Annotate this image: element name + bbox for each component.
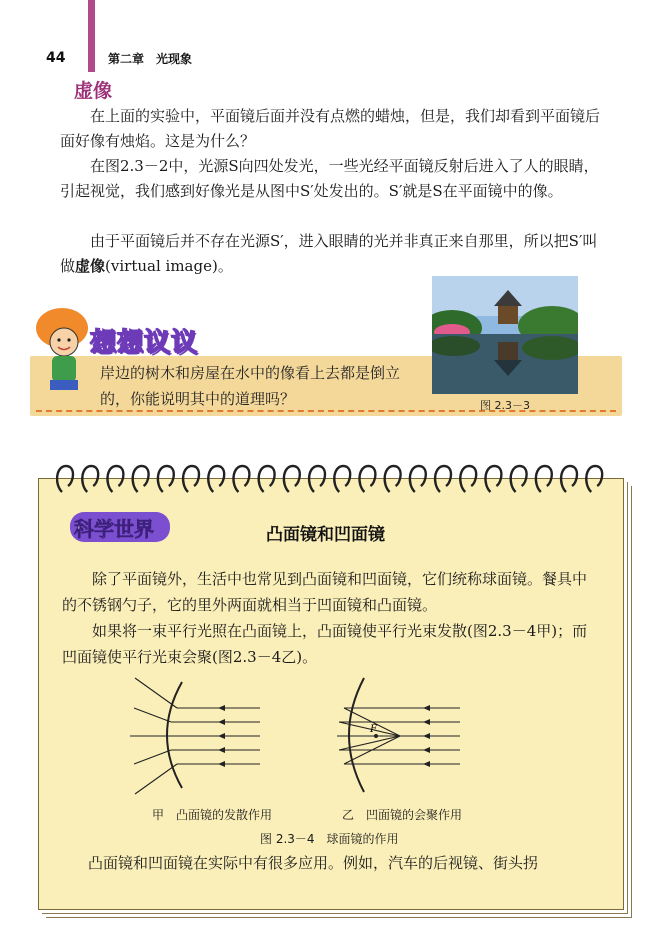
spiral-ring xyxy=(334,466,350,492)
spiral-ring xyxy=(485,466,501,492)
science-badge-label: 科学世界 xyxy=(74,517,154,541)
spiral-ring xyxy=(410,466,426,492)
chapter-title: 第二章 光现象 xyxy=(108,52,193,66)
discussion-title: 想想议议 xyxy=(90,328,199,358)
focus-label: F xyxy=(370,724,377,735)
box-title: 凸面镜和凹面镜 xyxy=(266,525,385,545)
figure-caption: 图 2.3－4 球面镜的作用 xyxy=(260,832,399,846)
spiral-ring xyxy=(233,466,249,492)
section-title: 虚像 xyxy=(74,80,113,102)
spiral-ring xyxy=(183,466,199,492)
spiral-ring xyxy=(511,466,527,492)
spiral-ring xyxy=(385,466,401,492)
chapter-bar xyxy=(88,0,95,72)
photo-caption: 图 2.3－3 xyxy=(480,399,530,412)
spiral-binding-icon xyxy=(56,462,616,496)
discussion-text: 岸边的树木和房屋在水中的像看上去都是倒立的，你能说明其中的道理吗？ xyxy=(100,364,401,408)
concave-label: 乙 凹面镜的会聚作用 xyxy=(342,808,463,822)
term-virtual-image: 虚像 xyxy=(75,257,106,275)
spiral-ring xyxy=(158,466,174,492)
mirror-diagram xyxy=(130,670,550,800)
page-number: 44 xyxy=(46,50,66,66)
spiral-ring xyxy=(82,466,98,492)
spiral-ring xyxy=(561,466,577,492)
spiral-ring xyxy=(57,466,73,492)
spiral-ring xyxy=(586,466,602,492)
paragraph-3 xyxy=(60,229,600,279)
spiral-ring xyxy=(208,466,224,492)
pavilion-reflection-photo xyxy=(432,276,578,394)
convex-label: 甲 凸面镜的发散作用 xyxy=(152,808,273,822)
paragraph-2: 在图2.3－2中，光源S向四处发光，一些光经平面镜反射后进入了人的眼睛，引起视觉，我们感到好像光是从图中S′处发出的。S′就是S在平面镜中的像。 xyxy=(60,157,599,200)
concave-mirror-diagram xyxy=(337,678,460,792)
spiral-ring xyxy=(309,466,325,492)
box-paragraph-2: 如果将一束平行光照在凸面镜上，凸面镜使平行光束发散(图2.3－4甲)；而凹面镜使平行光束会聚(图2.3－4乙)。 xyxy=(62,622,588,666)
spiral-ring xyxy=(460,466,476,492)
student-cartoon-icon xyxy=(34,306,98,394)
paragraph-3-post: (virtual image)。 xyxy=(105,257,233,275)
spiral-ring xyxy=(536,466,552,492)
spiral-ring xyxy=(107,466,123,492)
spiral-ring xyxy=(435,466,451,492)
box-last-line: 凸面镜和凹面镜在实际中有很多应用。例如，汽车的后视镜、街头拐 xyxy=(88,854,539,872)
paragraph-3-pre: 由于平面镜后并不存在光源S′，进入眼睛的光并非真正来自那里，所以把S′叫做 xyxy=(60,232,598,275)
box-paragraph-1: 除了平面镜外，生活中也常见到凸面镜和凹面镜，它们统称球面镜。餐具中的不锈钢勺子，它的里外两面就相当于凹面镜和凸面镜。 xyxy=(62,570,588,614)
spiral-ring xyxy=(359,466,375,492)
paragraph-1: 在上面的实验中，平面镜后面并没有点燃的蜡烛，但是，我们却看到平面镜后面好像有烛焰。这是为什么？ xyxy=(60,107,601,150)
spiral-ring xyxy=(259,466,275,492)
spiral-ring xyxy=(284,466,300,492)
spiral-ring xyxy=(133,466,149,492)
convex-mirror-diagram xyxy=(130,678,260,794)
